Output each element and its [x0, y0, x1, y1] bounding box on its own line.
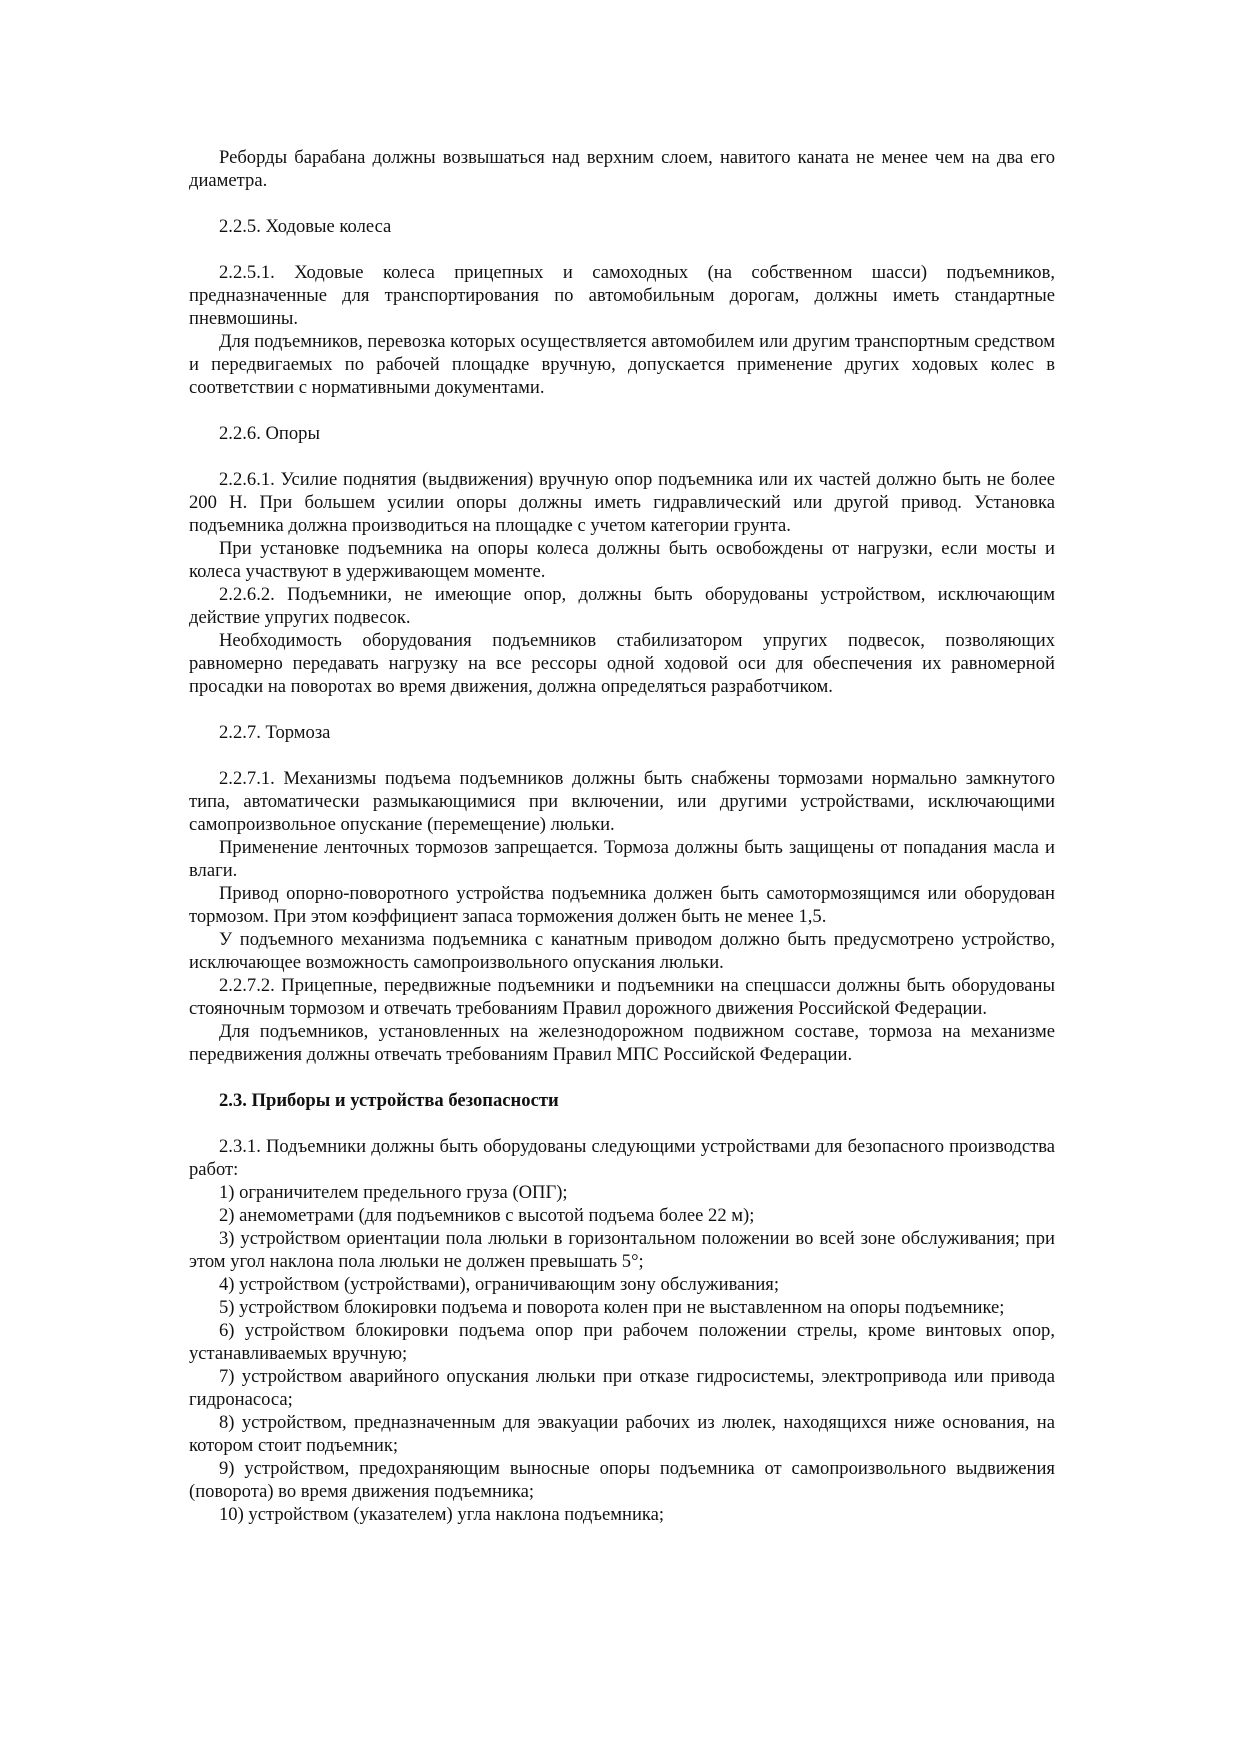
spacer: [189, 445, 1055, 468]
list-item-7: 7) устройством аварийного опускания люльки при отказе гидросистемы, электропривода или привода гидронасоса;: [189, 1366, 1055, 1410]
paragraph-2-2-6-1: 2.2.6.1. Усилие поднятия (выдвижения) вручную опор подъемника или их частей должно быть не более 200 Н. При большем усилии опоры должны иметь гидравлический или другой привод. Установка подъемника должна производиться на площадке с учетом категории грунта.: [189, 469, 1055, 536]
list-item-1: 1) ограничителем предельного груза (ОПГ);: [219, 1182, 568, 1203]
paragraph-2-2-5-1: 2.2.5.1. Ходовые колеса прицепных и самоходных (на собственном шасси) подъемников, предназначенные для транспортирования по автомобильным дорогам, должны иметь стандартные пневмошины.: [189, 262, 1055, 329]
spacer: [189, 399, 1055, 422]
paragraph-2-2-7-2: 2.2.7.2. Прицепные, передвижные подъемники и подъемники на спецшасси должны быть оборудованы стояночным тормозом и отвечать требованиям Правил дорожного движения Российской Федерации.: [189, 975, 1055, 1019]
paragraph-band-brakes: Применение ленточных тормозов запрещается. Тормоза должны быть защищены от попадания масла и влаги.: [189, 837, 1055, 881]
list-item-3: 3) устройством ориентации пола люльки в горизонтальном положении во всей зоне обслуживания; при этом угол наклона пола люльки не должен превышать 5°;: [189, 1228, 1055, 1272]
section-heading-brakes: 2.2.7. Тормоза: [219, 722, 331, 743]
paragraph-wheels-unloaded: При установке подъемника на опоры колеса должны быть освобождены от нагрузки, если мосты и колеса участвуют в удерживающем моменте.: [189, 538, 1055, 582]
list-item-10: 10) устройством (указателем) угла наклона подъемника;: [219, 1504, 665, 1525]
paragraph-manual-transport-wheels: Для подъемников, перевозка которых осуществляется автомобилем или другим транспортным средством и передвигаемых по рабочей площадке вручную, допускается применение других ходовых колес в соответствии с нормативными документами.: [189, 331, 1055, 398]
paragraph-rope-drive: У подъемного механизма подъемника с канатным приводом должно быть предусмотрено устройство, исключающее возможность самопроизвольного опускания люльки.: [189, 929, 1055, 973]
list-item-6: 6) устройством блокировки подъема опор при рабочем положении стрелы, кроме винтовых опор, устанавливаемых вручную;: [189, 1320, 1055, 1364]
spacer: [189, 238, 1055, 261]
list-item-4: 4) устройством (устройствами), ограничивающим зону обслуживания;: [219, 1274, 779, 1295]
spacer: [189, 1066, 1055, 1089]
paragraph-railway: Для подъемников, установленных на железнодорожном подвижном составе, тормоза на механизме передвижения должны отвечать требованиям Правил МПС Российской Федерации.: [189, 1021, 1055, 1065]
spacer: [189, 698, 1055, 721]
spacer: [189, 744, 1055, 767]
paragraph-2-3-1: 2.3.1. Подъемники должны быть оборудованы следующими устройствами для безопасного производства работ:: [189, 1136, 1055, 1180]
spacer: [189, 1112, 1055, 1135]
list-item-2: 2) анемометрами (для подъемников с высотой подъема более 22 м);: [219, 1205, 755, 1226]
document-page: [189, 146, 1055, 1526]
section-heading-running-wheels: 2.2.5. Ходовые колеса: [219, 216, 392, 237]
paragraph-drum-flanges: Реборды барабана должны возвышаться над верхним слоем, навитого каната не менее чем на два его диаметра.: [189, 147, 1055, 191]
list-item-5: 5) устройством блокировки подъема и поворота колен при не выставленном на опоры подъемнике;: [219, 1297, 1005, 1318]
section-heading-supports: 2.2.6. Опоры: [219, 423, 320, 444]
list-item-9: 9) устройством, предохраняющим выносные опоры подъемника от самопроизвольного выдвижения (поворота) во время движения подъемника;: [189, 1458, 1055, 1502]
paragraph-slewing-drive: Привод опорно-поворотного устройства подъемника должен быть самотормозящимся или оборудован тормозом. При этом коэффициент запаса торможения должен быть не менее 1,5.: [189, 883, 1055, 927]
paragraph-2-2-7-1: 2.2.7.1. Механизмы подъема подъемников должны быть снабжены тормозами нормально замкнутого типа, автоматически размыкающимися при включении, или другими устройствами, исключающими самопроизвольное опускание (перемещение) люльки.: [189, 768, 1055, 835]
paragraph-stabilizer: Необходимость оборудования подъемников стабилизатором упругих подвесок, позволяющих равномерно передавать нагрузку на все рессоры одной ходовой оси для обеспечения их равномерной просадки на поворотах во время движения, должна определяться разработчиком.: [189, 630, 1055, 697]
paragraph-2-2-6-2: 2.2.6.2. Подъемники, не имеющие опор, должны быть оборудованы устройством, исключающим действие упругих подвесок.: [189, 584, 1055, 628]
list-item-8: 8) устройством, предназначенным для эвакуации рабочих из люлек, находящихся ниже основания, на котором стоит подъемник;: [189, 1412, 1055, 1456]
spacer: [189, 192, 1055, 215]
section-heading-safety-devices: 2.3. Приборы и устройства безопасности: [219, 1090, 559, 1111]
